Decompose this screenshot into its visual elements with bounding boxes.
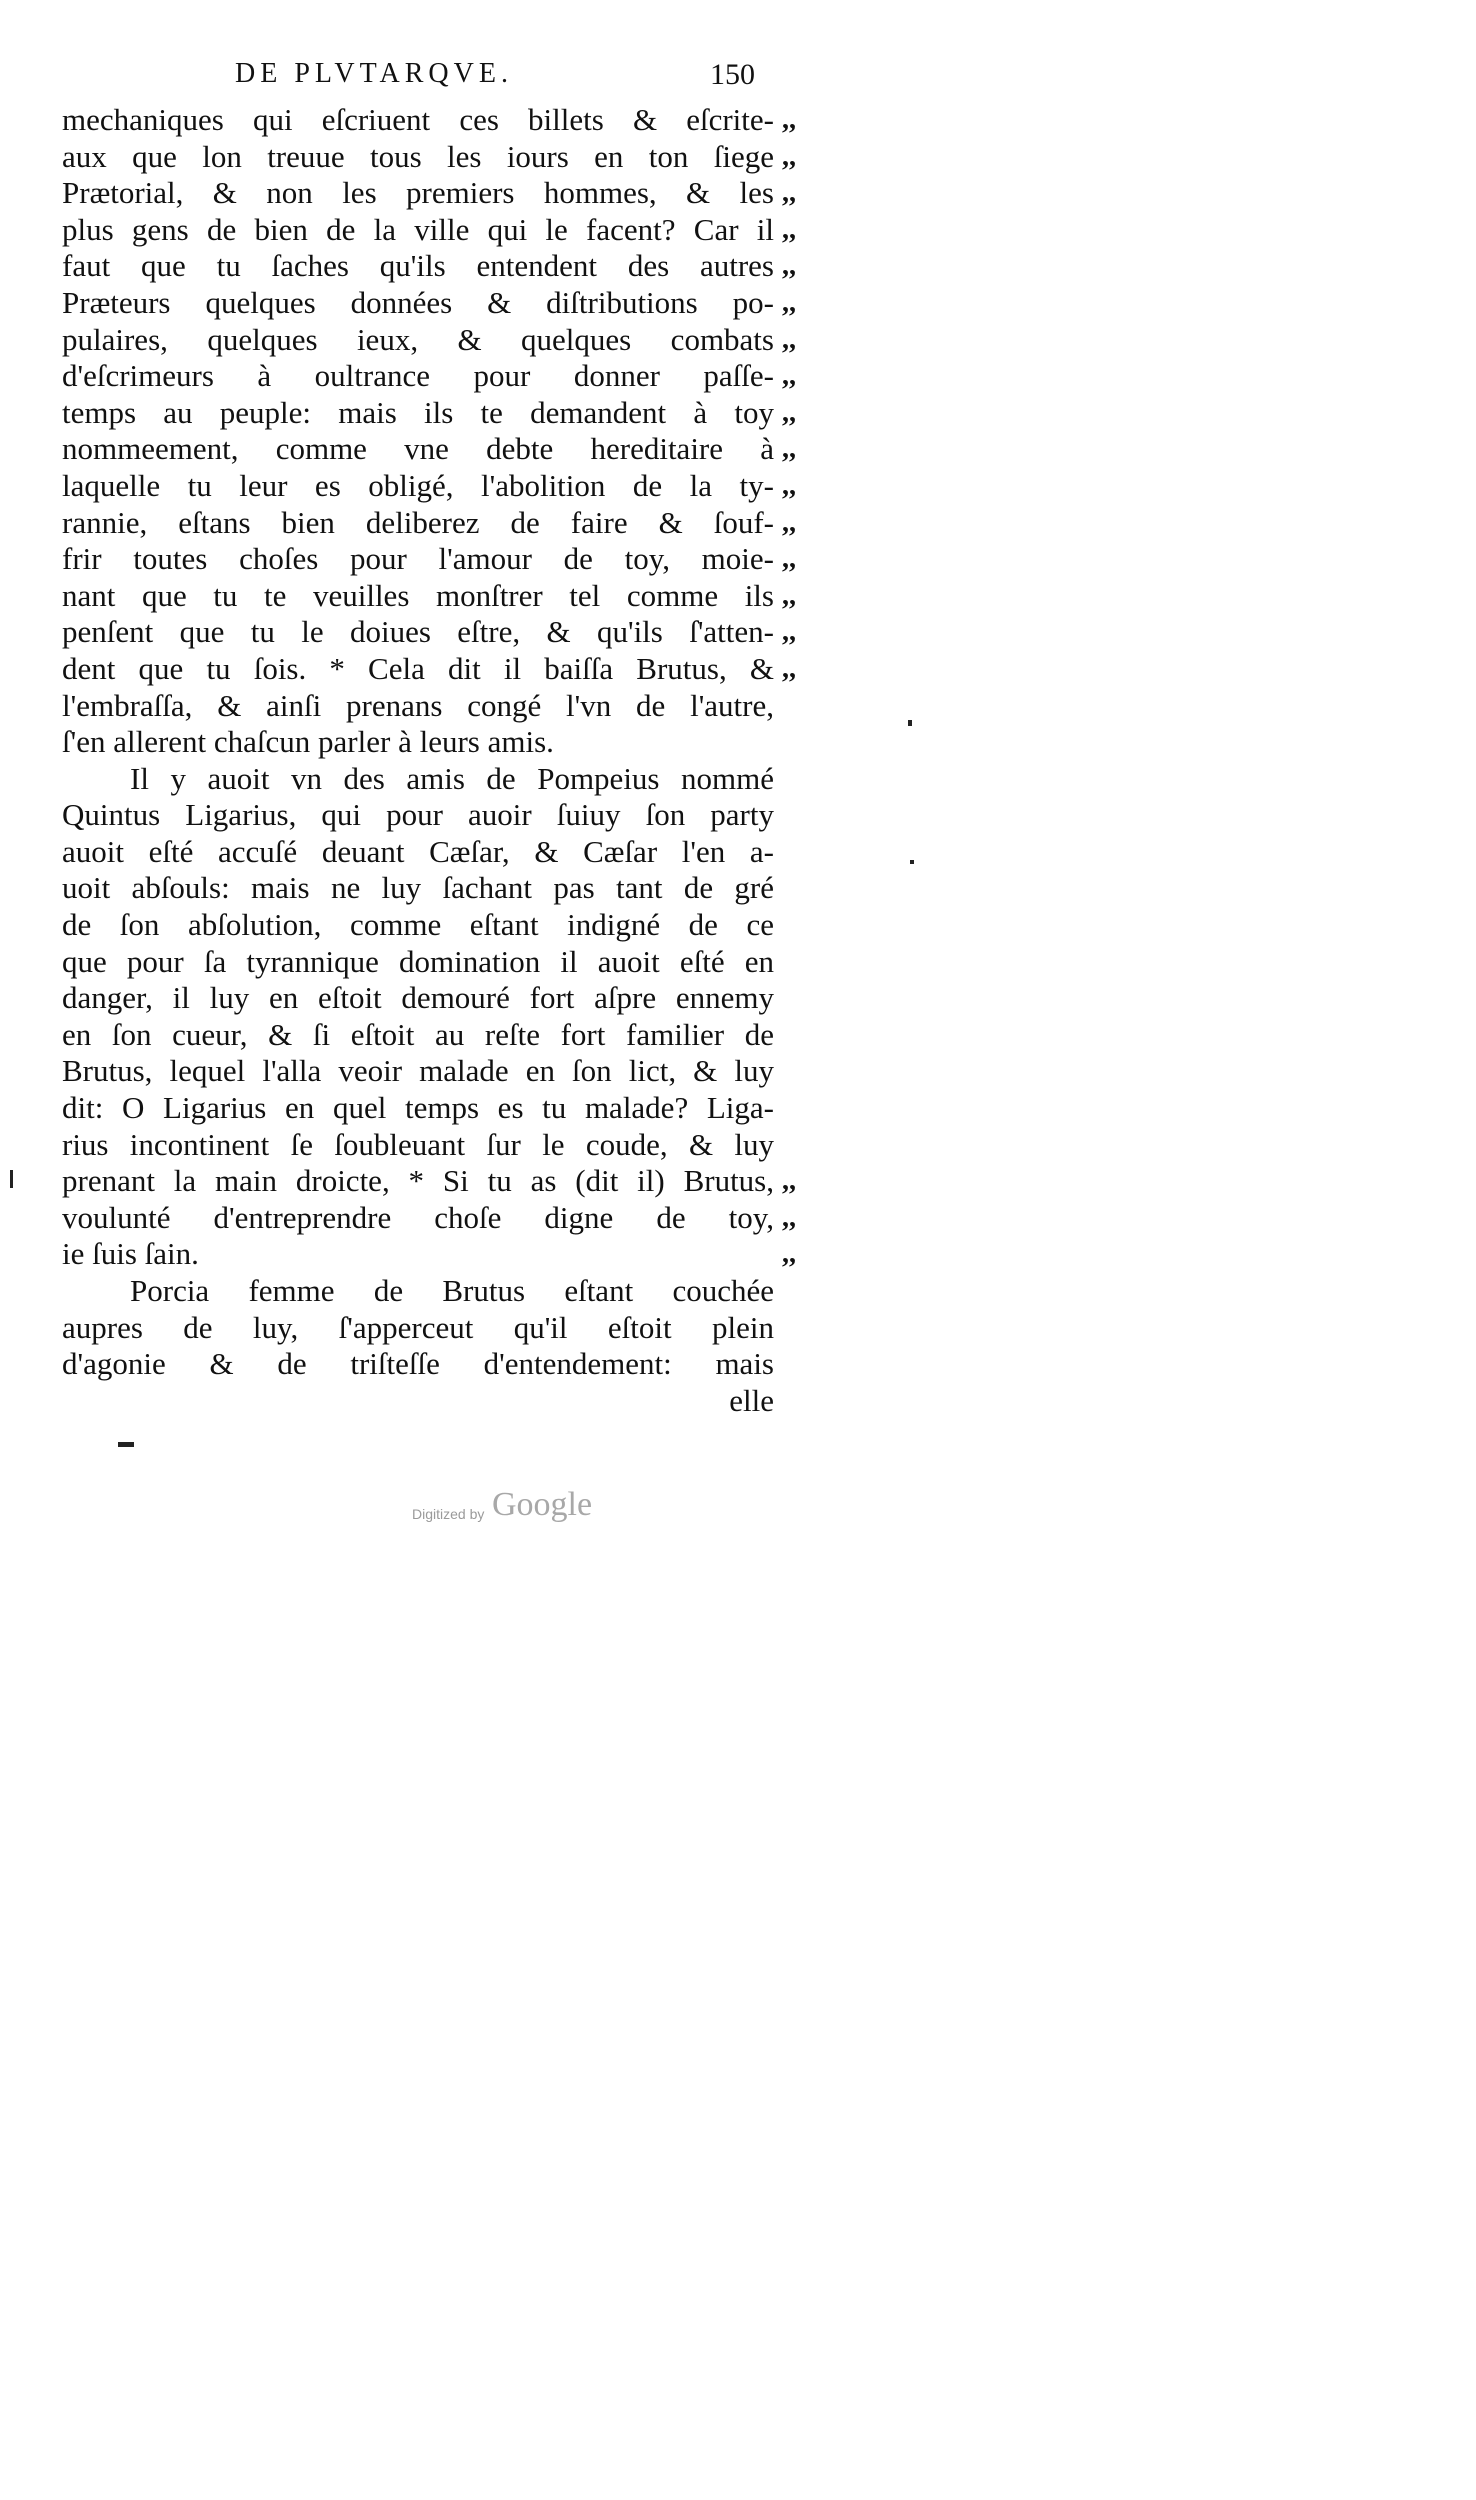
scan-smudge: [118, 1442, 134, 1447]
margin-quote-mark: [782, 944, 832, 981]
text-line: voulunté d'entreprendre choſe digne de toy,: [62, 1199, 774, 1235]
page-number: 150: [710, 58, 755, 91]
text-line: de ſon abſolution, comme eſtant indigné de ce: [62, 907, 774, 943]
text-line: Brutus, lequel l'alla veoir malade en ſon lict, & luy: [62, 1053, 774, 1089]
text-line: plus gens de bien de la ville qui le facent? Car il: [62, 211, 774, 247]
margin-quote-mark: [782, 1273, 832, 1310]
scan-smudge: [10, 1170, 13, 1188]
margin-quote-mark: ,,: [782, 506, 796, 538]
text-line: dent que tu ſois. * Cela dit il baiſſa Brutus, &: [62, 650, 774, 686]
text-line: penſent que tu le doiues eſtre, & qu'ils ſ'atten-: [62, 614, 774, 650]
margin-quote-mark: [782, 834, 832, 871]
text-line: rius incontinent ſe ſoubleuant ſur le coude, & luy: [62, 1126, 774, 1162]
text-line: d'agonie & de triſteſſe d'entendement: mais: [62, 1346, 774, 1382]
text-line: ie ſuis ſain.: [62, 1236, 199, 1272]
body-text: [62, 102, 774, 1419]
running-head: DE PLVTARQVE.: [235, 58, 513, 89]
text-line: prenant la main droicte, * Si tu as (dit il) Brutus,: [62, 1163, 774, 1199]
margin-quote-mark: [782, 907, 832, 944]
margin-quote-mark: ,,: [782, 433, 796, 465]
margin-quote-mark: ,,: [782, 652, 796, 684]
text-line: Quintus Ligarius, qui pour auoir ſuiuy ſon party: [62, 797, 774, 833]
text-line: nant que tu te veuilles monſtrer tel comme ils: [62, 577, 774, 613]
margin-quote-mark: ,,: [782, 323, 796, 355]
margin-quote-mark: ,,: [782, 616, 796, 648]
text-line: Il y auoit vn des amis de Pompeius nommé: [130, 760, 774, 796]
margin-quote-mark: [782, 724, 832, 761]
watermark-small-text: Digitized by: [412, 1506, 485, 1522]
margin-quote-mark: ,,: [782, 1201, 796, 1233]
margin-quote-mark: ,,: [782, 1238, 796, 1270]
scan-smudge: [908, 720, 912, 726]
book-page: [0, 0, 926, 1567]
margin-quote-mark: ,,: [782, 469, 796, 501]
text-line: Prætorial, & non les premiers hommes, & les: [62, 175, 774, 211]
margin-quote-mark: [782, 980, 832, 1017]
google-logo: Google: [492, 1486, 593, 1523]
margin-quote-mark: ,,: [782, 250, 796, 282]
margin-quote-mark: ,,: [782, 177, 796, 209]
text-line: frir toutes choſes pour l'amour de toy, moie-: [62, 541, 774, 577]
scan-smudge: [910, 860, 914, 864]
margin-quote-mark: ,,: [782, 140, 796, 172]
margin-quote-mark: ,,: [782, 396, 796, 428]
text-line: l'embraſſa, & ainſi prenans congé l'vn de l'autre,: [62, 687, 774, 723]
text-line: mechaniques qui eſcriuent ces billets & eſcrite-: [62, 102, 774, 137]
text-line: uoit abſouls: mais ne luy ſachant pas tant de gré: [62, 870, 774, 906]
text-line: pulaires, quelques ieux, & quelques combats: [62, 321, 774, 357]
text-line: Porcia femme de Brutus eſtant couchée: [130, 1273, 774, 1308]
text-line: elle: [729, 1382, 774, 1418]
digitized-watermark: [412, 1486, 642, 1530]
text-line: laquelle tu leur es obligé, l'abolition de la ty-: [62, 467, 774, 503]
margin-quote-mark: [782, 1053, 832, 1090]
margin-quote-mark: [782, 1127, 832, 1164]
text-line: Præteurs quelques données & diſtributions po-: [62, 284, 774, 320]
quotation-margin: [782, 102, 832, 1419]
margin-quote-mark: [782, 761, 832, 798]
margin-quote-mark: [782, 870, 832, 907]
margin-quote-mark: ,,: [782, 579, 796, 611]
page-header: [110, 58, 790, 98]
margin-quote-mark: ,,: [782, 104, 796, 135]
margin-quote-mark: [782, 1310, 832, 1347]
text-line: dit: O Ligarius en quel temps es tu malade? Liga-: [62, 1090, 774, 1126]
margin-quote-mark: ,,: [782, 1165, 796, 1197]
text-line: rannie, eſtans bien deliberez de faire & ſouf-: [62, 504, 774, 540]
margin-quote-mark: [782, 797, 832, 834]
text-line: auoit eſté accuſé deuant Cæſar, & Cæſar l'en a-: [62, 833, 774, 869]
text-line: que pour ſa tyrannique domination il auoit eſté en: [62, 943, 774, 979]
margin-quote-mark: [782, 1017, 832, 1054]
text-line: danger, il luy en eſtoit demouré fort aſpre ennemy: [62, 980, 774, 1016]
margin-quote-mark: ,,: [782, 543, 796, 575]
text-line: ſ'en allerent chaſcun parler à leurs amis.: [62, 724, 554, 760]
margin-quote-mark: ,,: [782, 213, 796, 245]
text-line: nommeement, comme vne debte hereditaire à: [62, 431, 774, 467]
text-line: en ſon cueur, & ſi eſtoit au reſte fort familier de: [62, 1016, 774, 1052]
margin-quote-mark: ,,: [782, 286, 796, 318]
text-line: aux que lon treuue tous les iours en ton ſiege: [62, 138, 774, 174]
margin-quote-mark: ,,: [782, 360, 796, 392]
text-line: aupres de luy, ſ'apperceut qu'il eſtoit plein: [62, 1309, 774, 1345]
margin-quote-mark: [782, 1383, 832, 1420]
margin-quote-mark: [782, 688, 832, 725]
text-line: d'eſcrimeurs à oultrance pour donner paſſe-: [62, 358, 774, 394]
margin-quote-mark: [782, 1346, 832, 1383]
text-line: temps au peuple: mais ils te demandent à toy: [62, 394, 774, 430]
text-line: faut que tu ſaches qu'ils entendent des autres: [62, 248, 774, 284]
margin-quote-mark: [782, 1090, 832, 1127]
